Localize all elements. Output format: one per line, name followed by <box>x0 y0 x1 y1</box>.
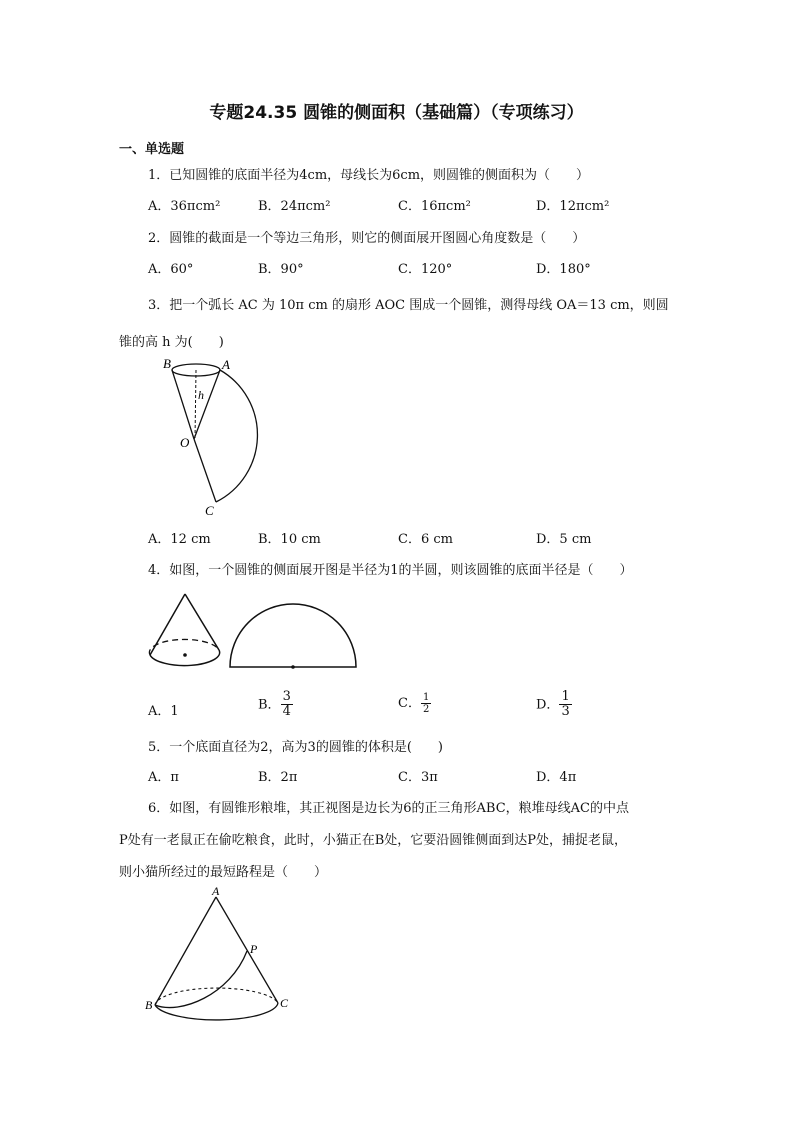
q4-option-d-denominator: 3 <box>561 704 570 720</box>
q5-option-c[interactable]: C．3π <box>398 770 438 785</box>
q5-option-a[interactable]: A．π <box>148 770 179 785</box>
q1-option-c[interactable]: C．16πcm² <box>398 199 471 214</box>
q6-label-p: P <box>250 942 258 956</box>
question-5-stem: 5．一个底面直径为2，高为3的圆锥的体积是( ) <box>148 740 443 755</box>
q4-option-b-numerator: 3 <box>282 689 291 704</box>
q3-option-c[interactable]: C．6 cm <box>398 532 453 547</box>
q4-option-c[interactable] <box>398 692 431 715</box>
page-title: 专题24.35 圆锥的侧面积（基础篇）（专项练习） <box>209 103 584 123</box>
q3-option-d[interactable]: D．5 cm <box>536 532 592 547</box>
q3-label-c: C <box>205 503 214 518</box>
question-3-stem-line2: 锥的高 h 为( ) <box>119 335 224 350</box>
q2-option-a[interactable]: A．60° <box>148 262 194 277</box>
q4-option-d-prefix: D． <box>536 697 560 713</box>
q2-option-d[interactable]: D．180° <box>536 262 591 277</box>
q6-cone-figure <box>140 885 300 1030</box>
q4-option-c-denominator: 2 <box>422 704 430 715</box>
q5-option-d[interactable]: D．4π <box>536 770 577 785</box>
question-6-stem-line1: 6．如图，有圆锥形粮堆，其正视图是边长为6的正三角形ABC，粮堆母线AC的中点 <box>148 801 630 816</box>
q4-option-b-prefix: B． <box>258 697 281 713</box>
q3-cone-sector-figure <box>155 355 280 520</box>
question-2-stem: 2．圆锥的截面是一个等边三角形，则它的侧面展开图圆心角度数是（ ） <box>148 231 586 246</box>
q4-option-d[interactable] <box>536 690 572 720</box>
q4-option-c-prefix: C． <box>398 696 421 711</box>
q5-option-b[interactable]: B．2π <box>258 770 298 785</box>
question-6-stem-line2: P处有一老鼠正在偷吃粮食，此时，小猫正在B处，它要沿圆锥侧面到达P处，捕捉老鼠， <box>119 833 628 848</box>
q6-label-c: C <box>280 996 289 1010</box>
q3-label-b: B <box>163 356 171 371</box>
q4-option-b-denominator: 4 <box>282 704 291 720</box>
q4-option-d-numerator: 1 <box>561 689 570 704</box>
q1-option-a[interactable]: A．36πcm² <box>148 199 221 214</box>
q4-option-d-fraction <box>559 690 571 720</box>
q4-option-c-fraction <box>421 692 431 715</box>
question-3-stem-line1: 3．把一个弧长 AC 为 10π cm 的扇形 AOC 围成一个圆锥，测得母线 OA＝13 cm，则圆 <box>148 298 669 313</box>
section-heading: 一、单选题 <box>119 142 185 157</box>
q3-label-h: h <box>198 388 204 402</box>
question-4-stem: 4．如图，一个圆锥的侧面展开图是半径为1的半圆，则该圆锥的底面半径是（ ） <box>148 563 633 578</box>
q6-label-b: B <box>145 998 153 1012</box>
q3-option-b[interactable]: B．10 cm <box>258 532 321 547</box>
q3-label-o: O <box>180 435 190 450</box>
q4-option-a[interactable]: A．1 <box>148 704 179 719</box>
question-1-stem: 1．已知圆锥的底面半径为4cm，母线长为6cm，则圆锥的侧面积为（ ） <box>148 168 590 183</box>
question-6-stem-line3: 则小猫所经过的最短路程是（ ） <box>119 865 328 880</box>
q1-option-b[interactable]: B．24πcm² <box>258 199 331 214</box>
q1-option-d[interactable]: D．12πcm² <box>536 199 610 214</box>
q2-option-b[interactable]: B．90° <box>258 262 304 277</box>
q4-option-b-fraction <box>281 690 293 720</box>
q4-option-c-numerator: 1 <box>422 692 430 703</box>
q4-option-b[interactable] <box>258 690 293 720</box>
q4-cone-and-semicircle-figure <box>145 590 365 672</box>
q2-option-c[interactable]: C．120° <box>398 262 453 277</box>
q3-option-a[interactable]: A．12 cm <box>148 532 211 547</box>
q6-label-a: A <box>212 885 220 898</box>
q3-label-a: A <box>222 357 230 372</box>
